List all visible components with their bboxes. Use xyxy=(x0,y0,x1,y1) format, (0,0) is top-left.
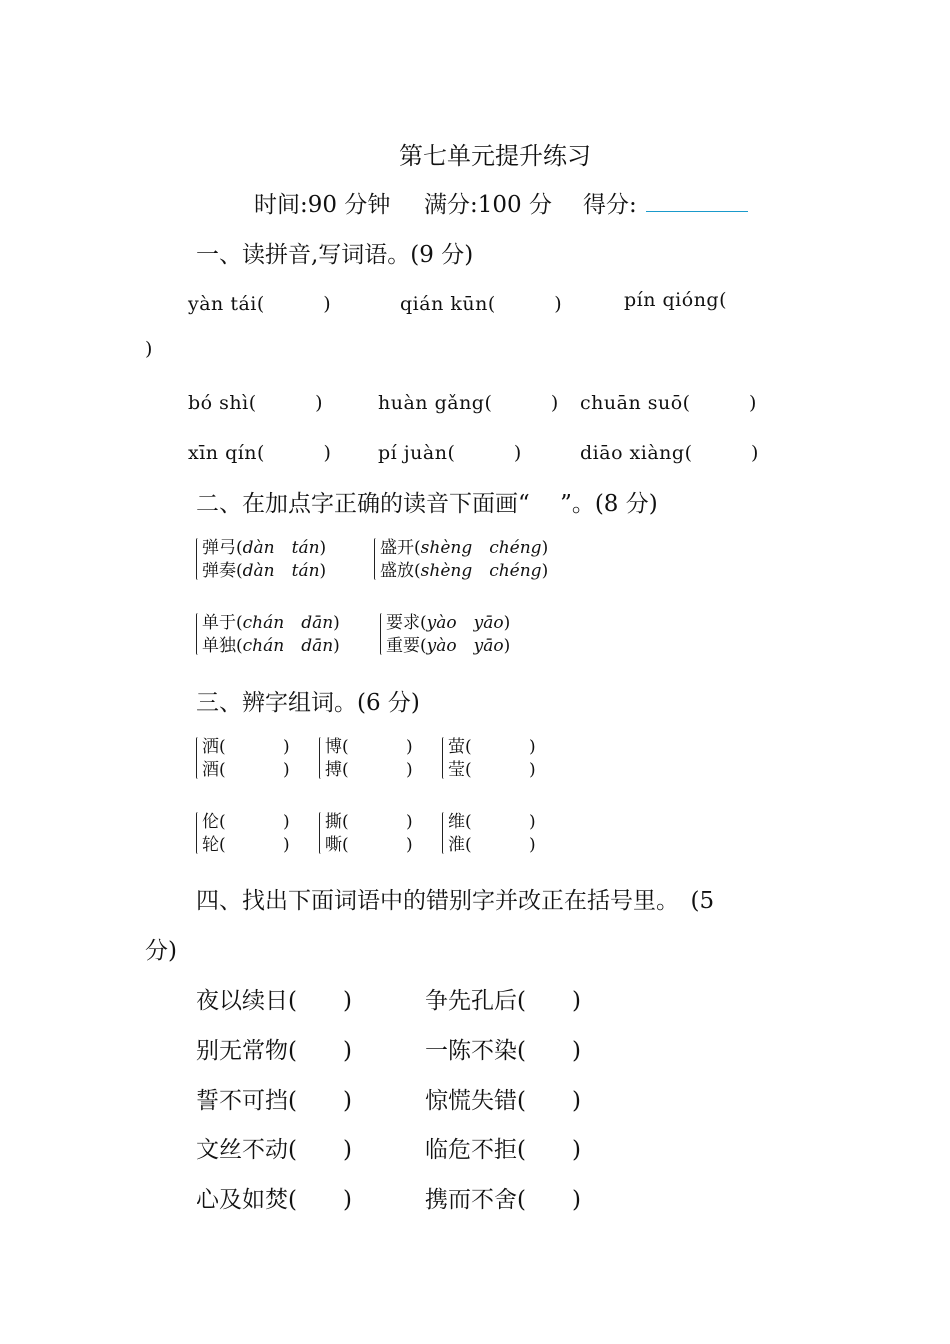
page-title: 第七单元提升练习 xyxy=(399,142,591,170)
close-paren: ) xyxy=(283,835,290,855)
brace xyxy=(319,812,323,854)
pinyin-item: huàn gǎng( ) xyxy=(378,392,559,414)
pinyin-item: bó shì( ) xyxy=(188,392,324,414)
error-word-item: 誓不可挡( ) xyxy=(196,1088,352,1114)
reading-option-row: 单独(chán dān) xyxy=(202,636,340,656)
close-paren: ) xyxy=(283,812,290,832)
reading-option-row: 弹奏(dàn tán) xyxy=(202,561,327,581)
section-1-heading: 一、读拼音,写词语。(9 分) xyxy=(196,242,474,268)
reading-option-row: 盛开(shèng chéng) xyxy=(380,538,549,558)
reading-option-row: 单于(chán dān) xyxy=(202,613,340,633)
pinyin-item: chuān suō( ) xyxy=(580,392,757,414)
char-compare-item: 轮( xyxy=(202,835,226,855)
close-paren: ) xyxy=(529,835,536,855)
pinyin-item: xīn qín( ) xyxy=(188,442,332,464)
brace xyxy=(196,737,200,779)
error-word-item: 携而不舍( ) xyxy=(425,1187,581,1213)
close-paren: ) xyxy=(406,812,413,832)
close-paren: ) xyxy=(283,760,290,780)
time-limit: 时间:90 分钟 xyxy=(254,192,391,218)
char-compare-item: 萤( xyxy=(448,737,472,757)
close-paren: ) xyxy=(529,812,536,832)
error-word-item: 争先孔后( ) xyxy=(425,988,581,1014)
error-word-item: 一陈不染( ) xyxy=(425,1038,581,1064)
brace xyxy=(196,812,200,854)
brace xyxy=(442,737,446,779)
char-compare-item: 酒( xyxy=(202,760,226,780)
close-paren: ) xyxy=(406,737,413,757)
char-compare-item: 嘶( xyxy=(325,835,349,855)
close-paren: ) xyxy=(406,835,413,855)
reading-option-row: 弹弓(dàn tán) xyxy=(202,538,327,558)
close-paren: ) xyxy=(406,760,413,780)
close-paren: ) xyxy=(283,737,290,757)
pinyin-item: pí juàn( ) xyxy=(378,442,522,464)
char-compare-item: 维( xyxy=(448,812,472,832)
pinyin-item: qián kūn( ) xyxy=(400,293,563,315)
close-paren: ) xyxy=(529,737,536,757)
char-compare-item: 博( xyxy=(325,737,349,757)
brace xyxy=(319,737,323,779)
brace xyxy=(196,538,200,580)
error-word-item: 夜以续日( ) xyxy=(196,988,352,1014)
reading-option-row: 要求(yào yāo) xyxy=(386,613,511,633)
section-4-heading-cont: 分) xyxy=(145,938,177,964)
pinyin-item: diāo xiàng( ) xyxy=(580,442,759,464)
char-compare-item: 撕( xyxy=(325,812,349,832)
full-score: 满分:100 分 xyxy=(424,192,552,218)
pinyin-item-close: ) xyxy=(145,338,153,360)
error-word-item: 心及如焚( ) xyxy=(196,1187,352,1213)
score-label: 得分: xyxy=(583,192,637,218)
section-3-heading: 三、辨字组词。(6 分) xyxy=(196,690,420,716)
pinyin-item: yàn tái( ) xyxy=(188,293,332,315)
char-compare-item: 洒( xyxy=(202,737,226,757)
error-word-item: 临危不拒( ) xyxy=(425,1137,581,1163)
error-word-item: 别无常物( ) xyxy=(196,1038,352,1064)
brace xyxy=(380,613,384,655)
section-2-heading: 二、在加点字正确的读音下面画“ ”。(8 分) xyxy=(196,491,658,517)
pinyin-item: pín qióng( xyxy=(624,289,728,311)
reading-option-row: 重要(yào yāo) xyxy=(386,636,511,656)
error-word-item: 惊慌失错( ) xyxy=(425,1088,581,1114)
brace xyxy=(442,812,446,854)
error-word-item: 文丝不动( ) xyxy=(196,1137,352,1163)
brace xyxy=(196,613,200,655)
brace xyxy=(374,538,378,580)
section-4-heading: 四、找出下面词语中的错别字并改正在括号里。 (5 xyxy=(196,888,715,914)
char-compare-item: 伦( xyxy=(202,812,226,832)
char-compare-item: 搏( xyxy=(325,760,349,780)
reading-option-row: 盛放(shèng chéng) xyxy=(380,561,549,581)
char-compare-item: 莹( xyxy=(448,760,472,780)
char-compare-item: 淮( xyxy=(448,835,472,855)
score-blank-line[interactable] xyxy=(646,211,748,212)
close-paren: ) xyxy=(529,760,536,780)
